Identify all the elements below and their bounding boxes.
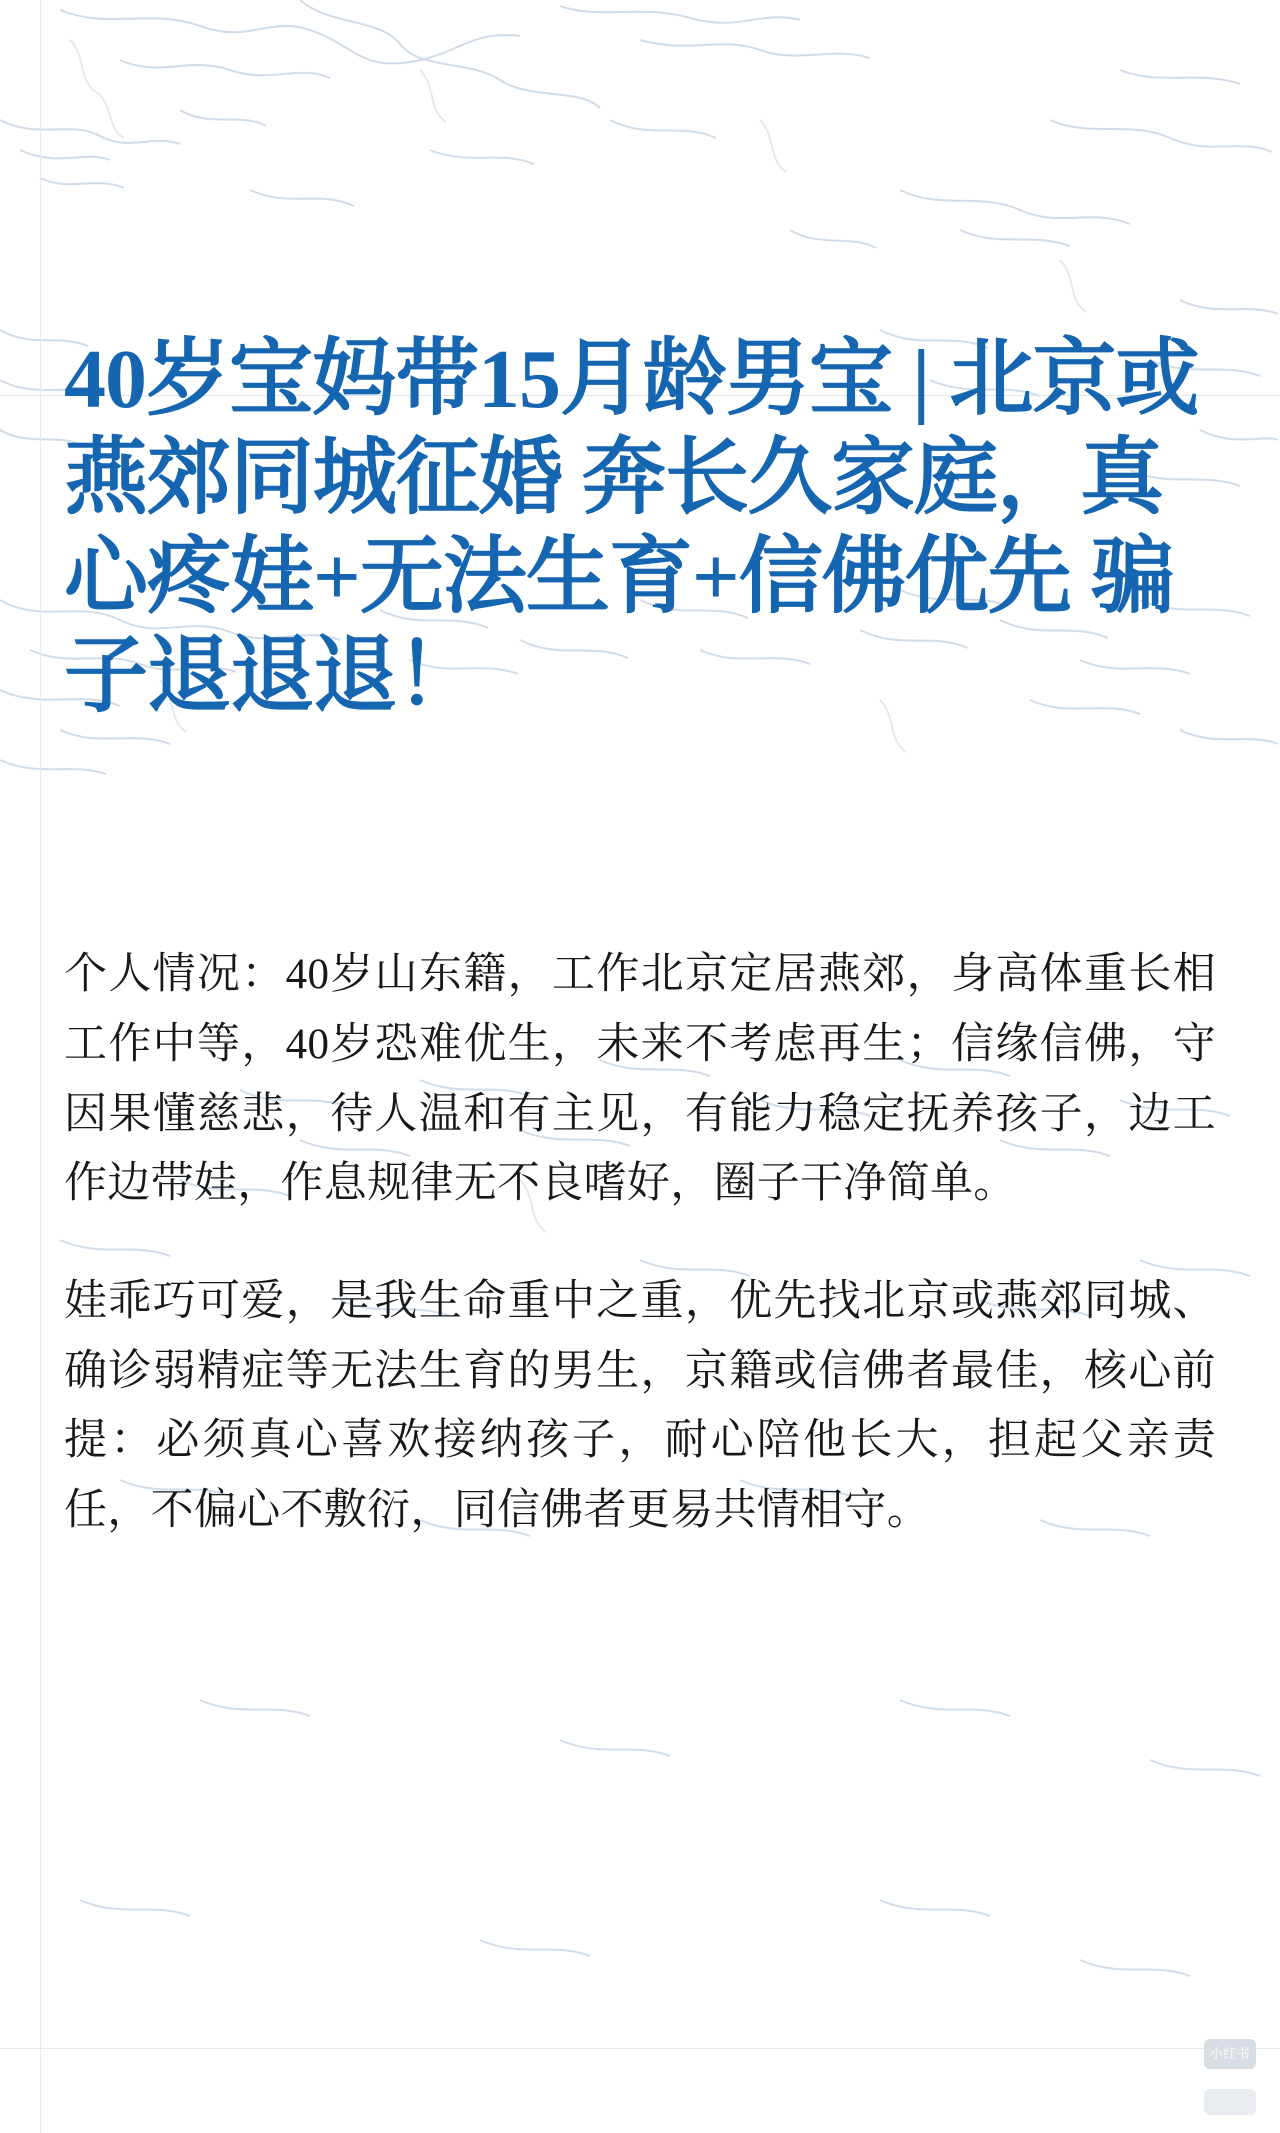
paragraph-requirements: 娃乖巧可爱，是我生命重中之重，优先找北京或燕郊同城、确诊弱精症等无法生育的男生，京籍或信佛者最佳，核心前提：必须真心喜欢接纳孩子，耐心陪他长大，担起父亲责任，不偏心不敷衍，同信佛者更易共情相守。	[64, 1278, 1216, 1535]
note-body	[64, 940, 1216, 1545]
graticule-horizontal-line-bottom	[0, 2048, 1280, 2049]
page-title: 40岁宝妈带15月龄男宝 | 北京或燕郊同城征婚 奔长久家庭，真心疼娃+无法生育+信佛优先 骗子退退退！	[64, 333, 1199, 724]
paragraph-personal-info: 个人情况：40岁山东籍，工作北京定居燕郊，身高体重长相工作中等，40岁恐难优生，未来不考虑再生；信缘信佛，守因果懂慈悲，待人温和有主见，有能力稳定抚养孩子，边工作边带娃，作息规律无不良嗜好，圈子干净简单。	[64, 951, 1216, 1208]
watermark-logo: 小红书	[1204, 2039, 1256, 2069]
watermark-secondary	[1204, 2089, 1256, 2115]
